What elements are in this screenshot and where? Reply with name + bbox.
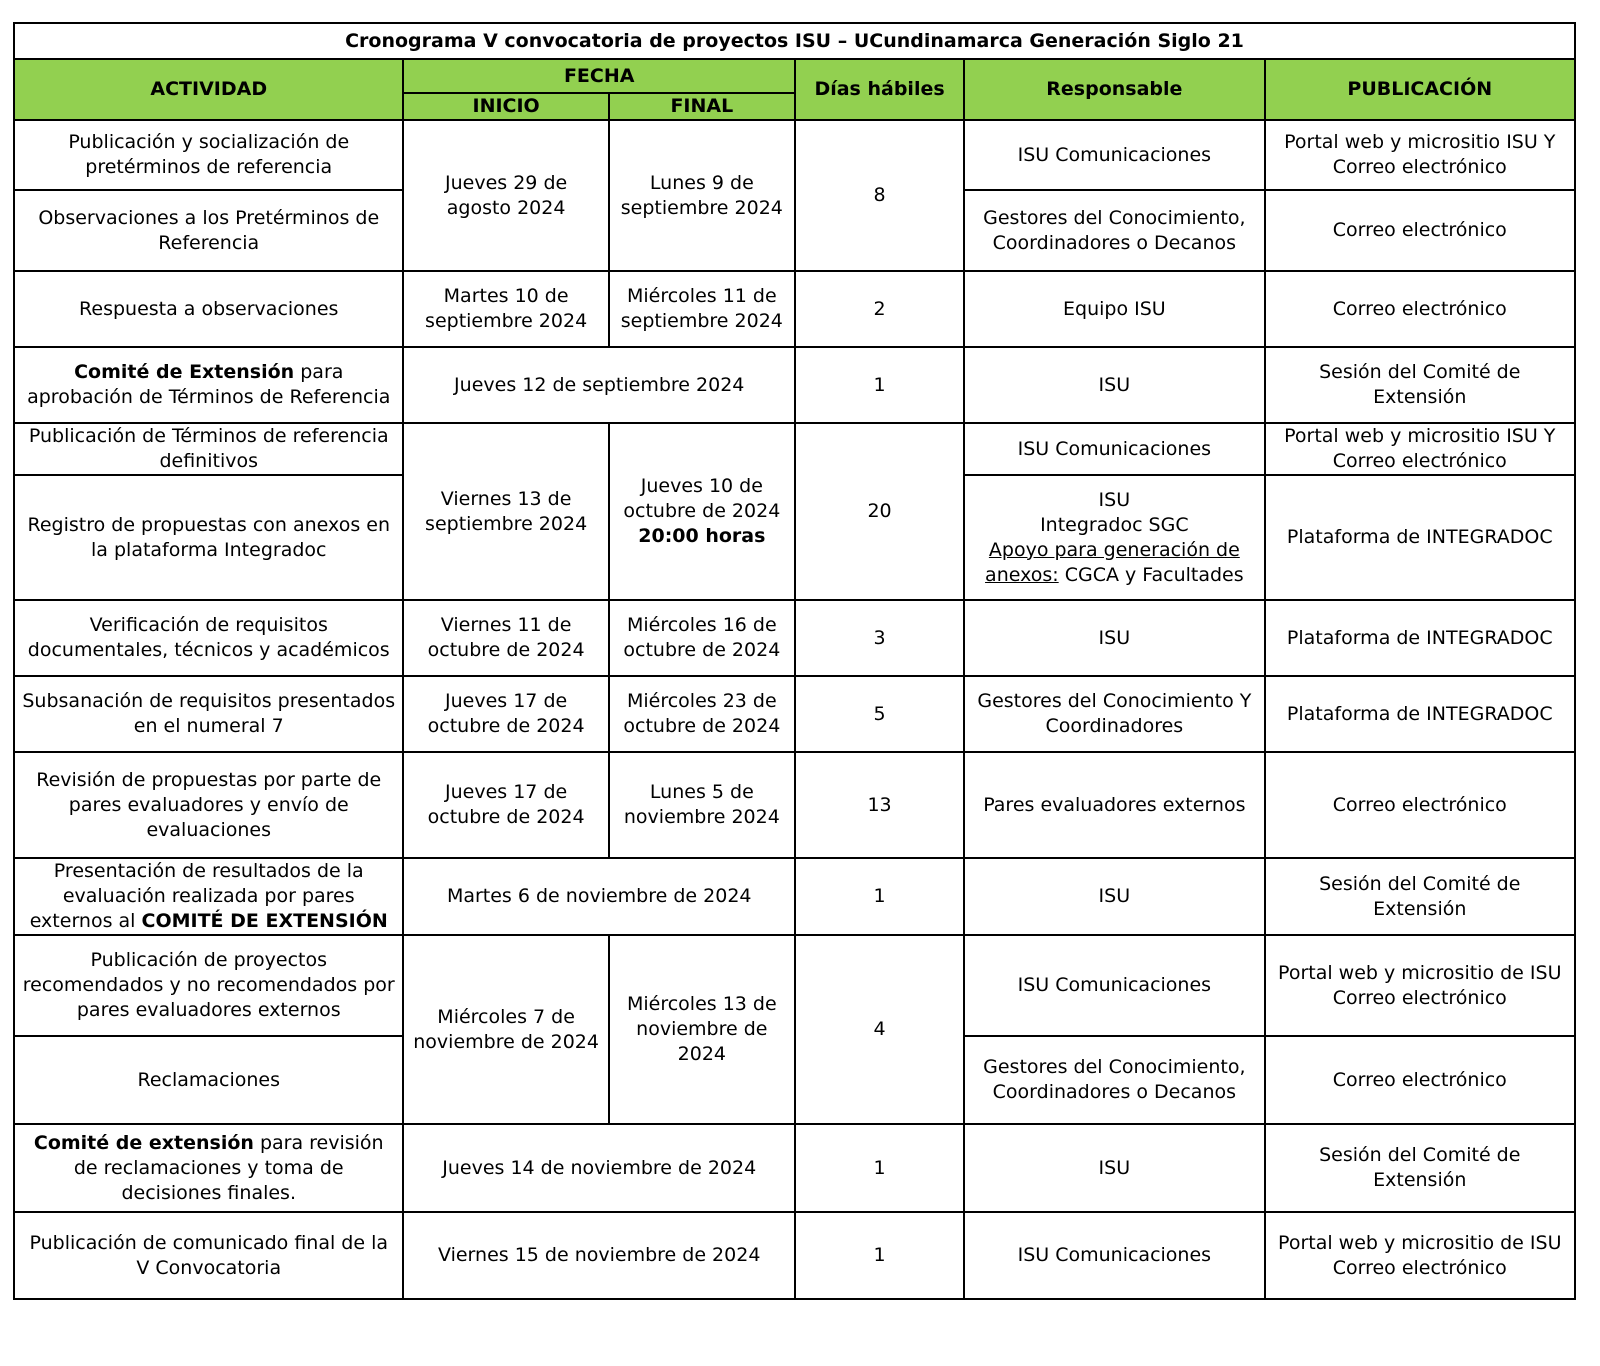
header-actividad: ACTIVIDAD xyxy=(14,59,403,120)
table-row xyxy=(14,347,1575,423)
cell-inicio: Viernes 11 de octubre de 2024 xyxy=(403,600,608,676)
cell-dias: 13 xyxy=(795,752,964,858)
cell-actividad-text: Presentación de resultados de la evaluación realizada por pares externos al xyxy=(29,860,364,932)
cell-responsable: Gestores del Conocimiento, Coordinadores o Decanos xyxy=(964,190,1264,271)
header-final: FINAL xyxy=(609,93,795,120)
cell-actividad-text: para revisión de reclamaciones y toma de decisiones finales. xyxy=(73,1131,384,1204)
cell-dias: 1 xyxy=(795,858,964,935)
cell-responsable: Equipo ISU xyxy=(964,271,1264,347)
table-row xyxy=(14,858,1575,935)
cell-publicacion: Correo electrónico xyxy=(1265,190,1575,271)
schedule-table xyxy=(13,22,1576,1300)
cell-dias: 1 xyxy=(795,347,964,423)
cell-actividad-bold: Comité de extensión xyxy=(33,1131,254,1154)
cell-responsable: Gestores del Conocimiento Y Coordinadores xyxy=(964,676,1264,752)
table-title: Cronograma V convocatoria de proyectos ISU – UCundinamarca Generación Siglo 21 xyxy=(14,23,1575,59)
cell-fecha: Jueves 12 de septiembre 2024 xyxy=(403,347,794,423)
cell-responsable-line2: Integradoc SGC xyxy=(1040,513,1189,536)
cell-final: Miércoles 11 de septiembre 2024 xyxy=(609,271,795,347)
cell-dias: 8 xyxy=(795,120,964,271)
table-row xyxy=(14,1124,1575,1212)
table-title-row xyxy=(14,23,1575,59)
cell-inicio: Jueves 29 de agosto 2024 xyxy=(403,120,608,271)
cell-publicacion: Sesión del Comité de Extensión xyxy=(1265,1124,1575,1212)
cell-responsable-line1: ISU xyxy=(1098,488,1131,511)
cell-actividad: Registro de propuestas con anexos en la plataforma Integradoc xyxy=(14,475,403,600)
header-publicacion: PUBLICACIÓN xyxy=(1265,59,1575,120)
cell-actividad: Publicación de proyectos recomendados y no recomendados por pares evaluadores externos xyxy=(14,935,403,1036)
cell-fecha: Martes 6 de noviembre de 2024 xyxy=(403,858,794,935)
cell-responsable: ISU Comunicaciones xyxy=(964,120,1264,190)
cell-fecha: Jueves 14 de noviembre de 2024 xyxy=(403,1124,794,1212)
cell-responsable-underlined: Apoyo para generación de anexos: xyxy=(985,538,1240,586)
table-row xyxy=(14,935,1575,1036)
cell-actividad: Respuesta a observaciones xyxy=(14,271,403,347)
header-responsable: Responsable xyxy=(964,59,1264,120)
cell-actividad: Publicación de Términos de referencia definitivos xyxy=(14,423,403,475)
cell-responsable: ISU Comunicaciones xyxy=(964,935,1264,1036)
table-row xyxy=(14,752,1575,858)
header-row xyxy=(14,59,1575,93)
cell-actividad: Subsanación de requisitos presentados en el numeral 7 xyxy=(14,676,403,752)
cell-final: Miércoles 23 de octubre de 2024 xyxy=(609,676,795,752)
cell-dias: 1 xyxy=(795,1212,964,1299)
cell-publicacion: Plataforma de INTEGRADOC xyxy=(1265,676,1575,752)
cell-actividad-bold: COMITÉ DE EXTENSIÓN xyxy=(141,910,388,932)
table-row xyxy=(14,271,1575,347)
cell-inicio: Jueves 17 de octubre de 2024 xyxy=(403,752,608,858)
cell-dias: 2 xyxy=(795,271,964,347)
cell-fecha: Viernes 15 de noviembre de 2024 xyxy=(403,1212,794,1299)
cell-responsable: Gestores del Conocimiento, Coordinadores o Decanos xyxy=(964,1036,1264,1124)
cell-dias: 4 xyxy=(795,935,964,1124)
cell-actividad: Verificación de requisitos documentales, técnicos y académicos xyxy=(14,600,403,676)
cell-publicacion: Correo electrónico xyxy=(1265,271,1575,347)
cell-publicacion: Portal web y micrositio ISU Y Correo electrónico xyxy=(1265,423,1575,475)
cell-dias: 3 xyxy=(795,600,964,676)
cell-publicacion: Portal web y micrositio de ISU Correo electrónico xyxy=(1265,935,1575,1036)
cell-actividad: Revisión de propuestas por parte de pares evaluadores y envío de evaluaciones xyxy=(14,752,403,858)
cell-actividad xyxy=(14,858,403,935)
header-fecha: FECHA xyxy=(403,59,794,93)
cell-actividad: Reclamaciones xyxy=(14,1036,403,1124)
cell-responsable xyxy=(964,475,1264,600)
cell-publicacion: Plataforma de INTEGRADOC xyxy=(1265,600,1575,676)
cell-publicacion: Portal web y micrositio de ISU Correo electrónico xyxy=(1265,1212,1575,1299)
cell-inicio: Viernes 13 de septiembre 2024 xyxy=(403,423,608,600)
cell-publicacion: Correo electrónico xyxy=(1265,1036,1575,1124)
cell-final: Miércoles 13 de noviembre de 2024 xyxy=(609,935,795,1124)
cell-inicio: Jueves 17 de octubre de 2024 xyxy=(403,676,608,752)
cell-responsable: Pares evaluadores externos xyxy=(964,752,1264,858)
cell-actividad: Observaciones a los Pretérminos de Referencia xyxy=(14,190,403,271)
cell-dias: 5 xyxy=(795,676,964,752)
cell-publicacion: Sesión del Comité de Extensión xyxy=(1265,347,1575,423)
cell-responsable: ISU Comunicaciones xyxy=(964,423,1264,475)
table-row xyxy=(14,1212,1575,1299)
cell-responsable: ISU xyxy=(964,858,1264,935)
header-dias: Días hábiles xyxy=(795,59,964,120)
cell-responsable: ISU xyxy=(964,347,1264,423)
table-row xyxy=(14,120,1575,190)
cell-responsable: ISU Comunicaciones xyxy=(964,1212,1264,1299)
cell-actividad: Publicación y socialización de pretérminos de referencia xyxy=(14,120,403,190)
cell-publicacion: Portal web y micrositio ISU Y Correo electrónico xyxy=(1265,120,1575,190)
cell-publicacion: Plataforma de INTEGRADOC xyxy=(1265,475,1575,600)
cell-actividad-bold: Comité de Extensión xyxy=(74,361,295,383)
cell-dias: 1 xyxy=(795,1124,964,1212)
cell-actividad xyxy=(14,347,403,423)
cell-inicio: Miércoles 7 de noviembre de 2024 xyxy=(403,935,608,1124)
header-inicio: INICIO xyxy=(403,93,608,120)
cell-inicio: Martes 10 de septiembre 2024 xyxy=(403,271,608,347)
cell-actividad xyxy=(14,1124,403,1212)
cell-publicacion: Correo electrónico xyxy=(1265,752,1575,858)
cell-dias: 20 xyxy=(795,423,964,600)
cell-publicacion: Sesión del Comité de Extensión xyxy=(1265,858,1575,935)
table-row xyxy=(14,600,1575,676)
cell-final: Lunes 5 de noviembre 2024 xyxy=(609,752,795,858)
cell-final-text: Jueves 10 de octubre de 2024 xyxy=(623,475,781,522)
cell-final xyxy=(609,423,795,600)
cell-final: Miércoles 16 de octubre de 2024 xyxy=(609,600,795,676)
cell-responsable: ISU xyxy=(964,600,1264,676)
cell-final: Lunes 9 de septiembre 2024 xyxy=(609,120,795,271)
cell-responsable-line3: CGCA y Facultades xyxy=(1058,563,1244,586)
table-row xyxy=(14,423,1575,475)
table-row xyxy=(14,676,1575,752)
cell-final-time: 20:00 horas xyxy=(638,525,766,547)
cell-actividad: Publicación de comunicado final de la V Convocatoria xyxy=(14,1212,403,1299)
cell-responsable: ISU xyxy=(964,1124,1264,1212)
cell-actividad-text: para aprobación de Términos de Referencia xyxy=(27,361,391,408)
